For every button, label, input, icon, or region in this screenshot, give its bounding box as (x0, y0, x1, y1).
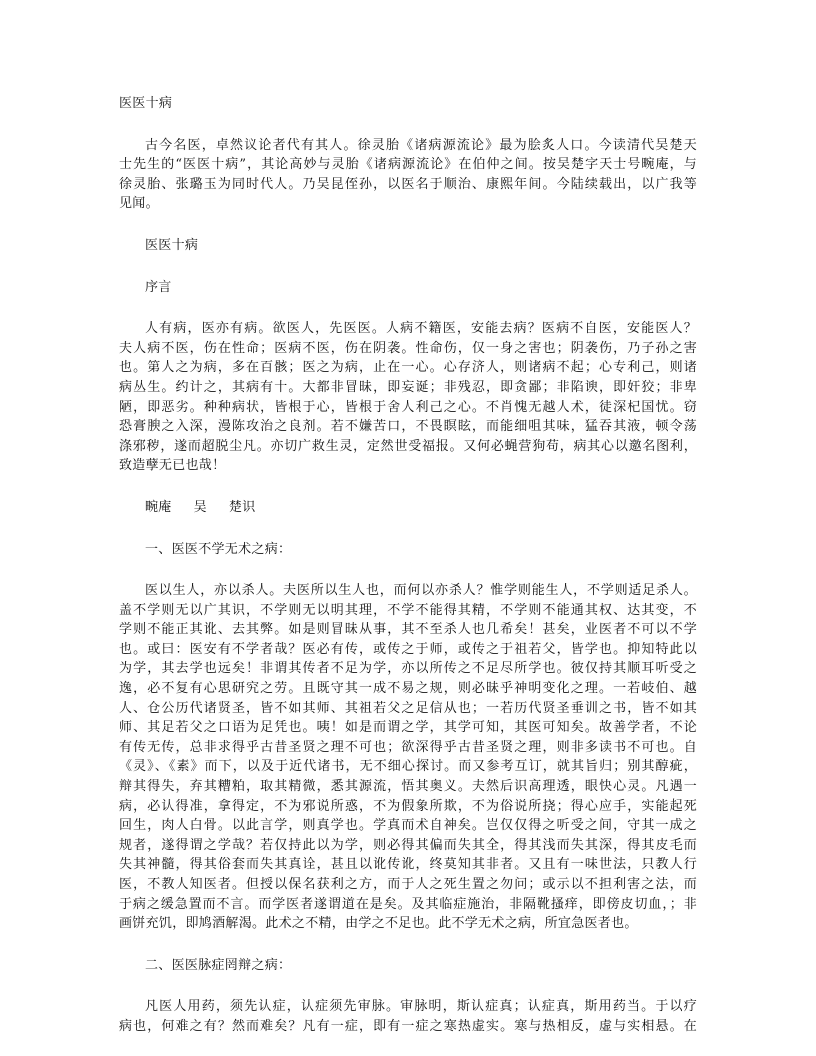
section1-line: 师、其足若父之口语为足凭也。咦！如是而谓之学，其学可知，其医可知矣。故善学者，不论 (119, 720, 697, 736)
preface-line: 涤邪秽，遂而超脱尘凡。亦切广救生灵，定然世受福报。又何必蝇营狗苟，病其心以邀名图利， (119, 438, 697, 454)
signature-part: 畹庵 (145, 499, 172, 515)
section1-line: 画饼充饥，即鸠酒解渴。此术之不精，由学之不足也。此不学无术之病，所宜急医者也。 (119, 916, 638, 932)
section1-line: 辩其得失，弃其糟粕，取其精微，悉其源流，悟其奥义。夫然后识高理透，眼快心灵。凡遇一 (119, 779, 697, 795)
preface-line: 恐膏腴之入深，漫陈攻治之良剂。若不嫌苦口，不畏瞑眩，而能细咀其味，猛吞其液，顿令荡 (119, 419, 697, 435)
section1-paragraph (119, 581, 697, 934)
intro-paragraph (119, 136, 697, 214)
intro-line: 古今名医，卓然议论者代有其人。徐灵胎《诸病源流论》最为脍炙人口。今读清代吴楚天 (145, 137, 697, 153)
intro-line: 见闻。 (119, 196, 159, 212)
preface-line: 病丛生。约计之，其病有十。大都非冒昧，即妄诞；非残忍，即贪鄙；非陷谀，即奸狡；非卑 (119, 379, 697, 395)
section2-paragraph (119, 997, 697, 1036)
section1-line: 医以生人，亦以杀人。夫医所以生人也，而何以亦杀人？惟学则能生人，不学则适足杀人。 (145, 583, 697, 599)
section1-line: 逸，必不复有心思研究之劳。且既守其一成不易之规，则必昧乎神明变化之理。一若岐伯、越 (119, 681, 697, 697)
section1-line: 《灵》、《素》而下，以及于近代诸书，无不细心探讨。而又参考互订，就其旨归；别其醇疵， (119, 759, 697, 775)
section1-line: 回生，肉人白骨。以此言学，则真学也。学真而术自神矣。岂仅仅得之听受之间，守其一成之 (119, 818, 697, 834)
section1-line: 医，不教人知医者。但授以保名获利之方，而于人之死生置之勿问；或示以不担利害之法，而 (119, 877, 697, 892)
preface-line: 致造孽无已也哉！ (119, 458, 226, 474)
preface-line: 人有病，医亦有病。欲医人，先医医。人病不籍医，安能去病？医病不自医，安能医人？ (145, 321, 697, 337)
section2-line: 凡医人用药，须先认症，认症须先审脉。审脉明，斯认症真；认症真，斯用药当。于以疗 (145, 999, 697, 1015)
section1-heading: 一、医医不学无术之病： (145, 541, 292, 557)
preface-heading: 序言 (145, 279, 172, 295)
section1-line: 病，必认得准，拿得定，不为邪说所惑，不为假象所欺，不为俗说所挠；得心应手，实能起死 (119, 798, 697, 814)
section1-line: 也。或曰：医安有不学者哉？医必有传，或传之于师，或传之于祖若父，皆学也。抑知特此以 (119, 641, 697, 657)
section1-line: 于病之缓急置而不言。而学医者遂谓道在是矣。及其临症施治，非隔靴搔痒，即傍皮切血，；非 (119, 896, 697, 912)
subtitle: 医医十病 (145, 237, 199, 253)
section1-line: 盖不学则无以广其识，不学则无以明其理，不学不能得其精，不学则不能通其权、达其变，不 (119, 602, 697, 618)
section1-line: 规者，遂得谓之学哉？若仅持此以为学，则必得其偏而失其全，得其浅而失其深，得其皮毛而 (119, 837, 697, 853)
section1-line: 为学，其去学也远矣！非谓其传者不足为学，亦以所传之不足尽所学也。彼仅持其顺耳听受之 (119, 661, 697, 677)
signature-part: 吴 (193, 499, 207, 515)
section1-line: 人、仓公历代诸贤圣，皆不如其师、其祖若父之足信从也；一若历代贤圣垂训之书，皆不如其 (119, 700, 697, 716)
preface-line: 夫人病不医，伤在性命；医病不医，伤在阴袭。性命伤，仅一身之害也；阴袭伤，乃子孙之害 (119, 340, 697, 356)
preface-line: 陋，即恶劣。种种病状，皆根于心，皆根于舍人利己之心。不肖愧无越人术，徒深杞国忧。窃 (119, 399, 697, 415)
section1-line: 有传无传，总非求得乎古昔圣贤之理不可也；欲深得乎古昔圣贤之理，则非多读书不可也。自 (119, 739, 697, 755)
section2-heading: 二、医医脉症罔辩之病： (145, 957, 292, 973)
preface-line: 也。第人之为病，多在百骸；医之为病，止在一心。心存济人，则诸病不起；心专利己，则诸 (119, 360, 697, 376)
doc-title: 医医十病 (119, 96, 173, 111)
section2-line: 病也，何难之有？然而难矣？凡有一症，即有一症之寒热虚实。寒与热相反，虚与实相悬。在 (119, 1018, 697, 1034)
section1-line: 学则不能正其讹、去其弊。如是则冒昧从事，其不至杀人也几希矣！甚矣，业医者不可以不学 (119, 622, 697, 638)
signature-part: 楚识 (228, 499, 256, 515)
intro-line: 士先生的“医医十病”，其论高妙与灵胎《诸病源流论》在伯仲之间。按吴楚字天士号畹庵，与 (119, 157, 697, 173)
section1-line: 失其神髓，得其俗套而失其真诠，甚且以讹传讹，终莫知其非者。又且有一味世法，只教人行 (119, 857, 697, 873)
signature (119, 498, 697, 518)
intro-line: 徐灵胎、张璐玉为同时代人。乃吴昆侄孙，以医名于顺治、康熙年间。今陆续载出，以广我等 (119, 176, 697, 192)
preface-paragraph (119, 319, 697, 476)
